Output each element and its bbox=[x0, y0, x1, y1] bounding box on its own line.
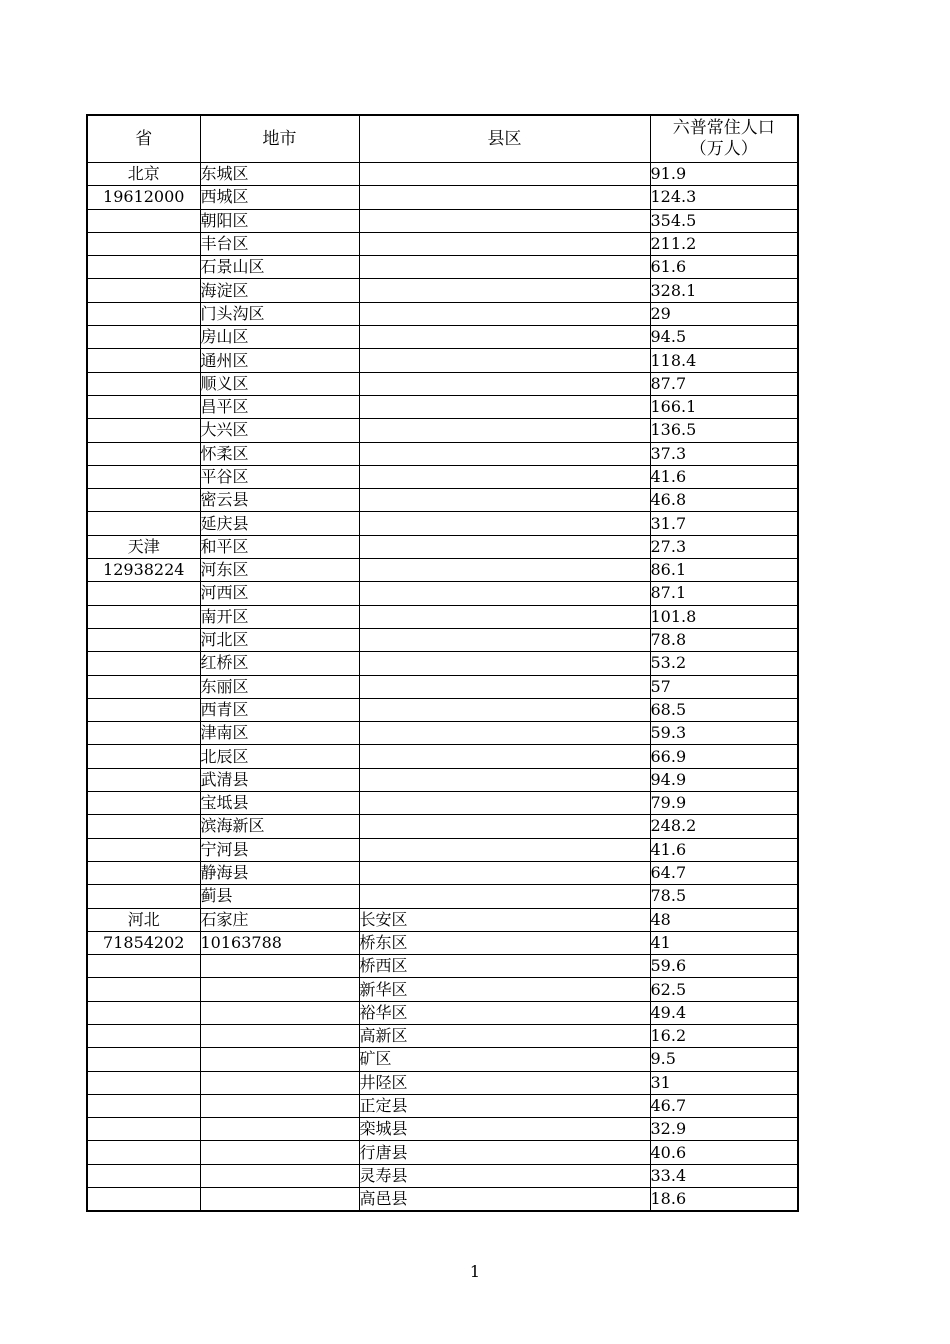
cell-province bbox=[87, 1118, 200, 1141]
cell-population: 354.5 bbox=[650, 209, 798, 232]
cell-county bbox=[359, 559, 650, 582]
cell-city bbox=[200, 1071, 359, 1094]
cell-county: 正定县 bbox=[359, 1094, 650, 1117]
cell-population: 40.6 bbox=[650, 1141, 798, 1164]
cell-city: 和平区 bbox=[200, 535, 359, 558]
cell-population: 211.2 bbox=[650, 232, 798, 255]
cell-city: 红桥区 bbox=[200, 652, 359, 675]
cell-county bbox=[359, 722, 650, 745]
cell-population: 101.8 bbox=[650, 605, 798, 628]
table-row bbox=[87, 628, 798, 651]
cell-city: 通州区 bbox=[200, 349, 359, 372]
cell-population: 87.7 bbox=[650, 372, 798, 395]
table-row bbox=[87, 186, 798, 209]
table-row bbox=[87, 256, 798, 279]
table-row bbox=[87, 745, 798, 768]
cell-county: 井陉区 bbox=[359, 1071, 650, 1094]
cell-province bbox=[87, 605, 200, 628]
cell-province: 19612000 bbox=[87, 186, 200, 209]
cell-city bbox=[200, 978, 359, 1001]
table-row bbox=[87, 978, 798, 1001]
table-row bbox=[87, 232, 798, 255]
cell-province bbox=[87, 861, 200, 884]
cell-population: 48 bbox=[650, 908, 798, 931]
cell-population: 166.1 bbox=[650, 395, 798, 418]
cell-province bbox=[87, 698, 200, 721]
table-row bbox=[87, 931, 798, 954]
table-row bbox=[87, 1071, 798, 1094]
table-row bbox=[87, 1141, 798, 1164]
table-row bbox=[87, 349, 798, 372]
cell-population: 66.9 bbox=[650, 745, 798, 768]
cell-population: 94.5 bbox=[650, 326, 798, 349]
page-number: 1 bbox=[469, 1262, 481, 1281]
cell-city: 东丽区 bbox=[200, 675, 359, 698]
table-row bbox=[87, 698, 798, 721]
cell-county bbox=[359, 512, 650, 535]
cell-province bbox=[87, 1024, 200, 1047]
cell-province: 71854202 bbox=[87, 931, 200, 954]
cell-county: 高邑县 bbox=[359, 1188, 650, 1212]
table-row bbox=[87, 768, 798, 791]
cell-province bbox=[87, 232, 200, 255]
cell-province bbox=[87, 1094, 200, 1117]
cell-city: 河西区 bbox=[200, 582, 359, 605]
cell-province bbox=[87, 349, 200, 372]
cell-population: 9.5 bbox=[650, 1048, 798, 1071]
cell-population: 32.9 bbox=[650, 1118, 798, 1141]
cell-population: 46.8 bbox=[650, 489, 798, 512]
cell-province bbox=[87, 1164, 200, 1187]
cell-city: 东城区 bbox=[200, 163, 359, 186]
cell-city bbox=[200, 1001, 359, 1024]
cell-county bbox=[359, 652, 650, 675]
cell-city: 石景山区 bbox=[200, 256, 359, 279]
cell-province bbox=[87, 628, 200, 651]
cell-population: 46.7 bbox=[650, 1094, 798, 1117]
table-row bbox=[87, 861, 798, 884]
cell-city: 平谷区 bbox=[200, 465, 359, 488]
cell-county bbox=[359, 232, 650, 255]
cell-county: 裕华区 bbox=[359, 1001, 650, 1024]
cell-city: 南开区 bbox=[200, 605, 359, 628]
cell-province: 北京 bbox=[87, 163, 200, 186]
cell-population: 64.7 bbox=[650, 861, 798, 884]
cell-city: 海淀区 bbox=[200, 279, 359, 302]
cell-city: 北辰区 bbox=[200, 745, 359, 768]
cell-city: 朝阳区 bbox=[200, 209, 359, 232]
cell-province bbox=[87, 302, 200, 325]
cell-province bbox=[87, 1001, 200, 1024]
cell-county bbox=[359, 302, 650, 325]
table-row bbox=[87, 1188, 798, 1212]
cell-population: 53.2 bbox=[650, 652, 798, 675]
cell-province bbox=[87, 582, 200, 605]
cell-city: 西青区 bbox=[200, 698, 359, 721]
cell-province: 12938224 bbox=[87, 559, 200, 582]
cell-county bbox=[359, 349, 650, 372]
cell-city bbox=[200, 955, 359, 978]
cell-province bbox=[87, 465, 200, 488]
header-population-line1: 六普常住人口 bbox=[672, 118, 775, 138]
cell-population: 29 bbox=[650, 302, 798, 325]
cell-county bbox=[359, 419, 650, 442]
table-row bbox=[87, 908, 798, 931]
cell-city: 密云县 bbox=[200, 489, 359, 512]
cell-province bbox=[87, 326, 200, 349]
table-row bbox=[87, 442, 798, 465]
cell-county bbox=[359, 209, 650, 232]
cell-population: 59.3 bbox=[650, 722, 798, 745]
table-row bbox=[87, 209, 798, 232]
cell-city: 静海县 bbox=[200, 861, 359, 884]
table-row bbox=[87, 1001, 798, 1024]
cell-city: 宁河县 bbox=[200, 838, 359, 861]
cell-county bbox=[359, 745, 650, 768]
cell-population: 41.6 bbox=[650, 838, 798, 861]
table-row bbox=[87, 326, 798, 349]
cell-city: 昌平区 bbox=[200, 395, 359, 418]
cell-county: 桥东区 bbox=[359, 931, 650, 954]
cell-city: 武清县 bbox=[200, 768, 359, 791]
cell-province: 河北 bbox=[87, 908, 200, 931]
cell-county bbox=[359, 489, 650, 512]
cell-county: 灵寿县 bbox=[359, 1164, 650, 1187]
cell-population: 31.7 bbox=[650, 512, 798, 535]
cell-province bbox=[87, 1048, 200, 1071]
cell-province bbox=[87, 885, 200, 908]
cell-province bbox=[87, 838, 200, 861]
cell-population: 79.9 bbox=[650, 792, 798, 815]
table-row bbox=[87, 465, 798, 488]
population-table bbox=[86, 114, 799, 1212]
cell-province bbox=[87, 256, 200, 279]
cell-city bbox=[200, 1188, 359, 1212]
cell-population: 33.4 bbox=[650, 1164, 798, 1187]
table-row bbox=[87, 1024, 798, 1047]
cell-province bbox=[87, 489, 200, 512]
cell-population: 41.6 bbox=[650, 465, 798, 488]
cell-city bbox=[200, 1048, 359, 1071]
cell-city: 大兴区 bbox=[200, 419, 359, 442]
cell-county bbox=[359, 838, 650, 861]
cell-city bbox=[200, 1141, 359, 1164]
table-row bbox=[87, 302, 798, 325]
cell-city: 宝坻县 bbox=[200, 792, 359, 815]
cell-city bbox=[200, 1118, 359, 1141]
cell-county bbox=[359, 465, 650, 488]
cell-city: 蓟县 bbox=[200, 885, 359, 908]
cell-population: 124.3 bbox=[650, 186, 798, 209]
table-row bbox=[87, 652, 798, 675]
cell-population: 91.9 bbox=[650, 163, 798, 186]
cell-province bbox=[87, 978, 200, 1001]
cell-province bbox=[87, 372, 200, 395]
table-row bbox=[87, 815, 798, 838]
cell-city: 石家庄 bbox=[200, 908, 359, 931]
cell-population: 68.5 bbox=[650, 698, 798, 721]
cell-county: 新华区 bbox=[359, 978, 650, 1001]
cell-county bbox=[359, 628, 650, 651]
header-population bbox=[650, 115, 798, 163]
cell-county: 长安区 bbox=[359, 908, 650, 931]
cell-province bbox=[87, 745, 200, 768]
header-city: 地市 bbox=[200, 115, 359, 163]
cell-city: 河东区 bbox=[200, 559, 359, 582]
header-province: 省 bbox=[87, 115, 200, 163]
cell-city: 津南区 bbox=[200, 722, 359, 745]
cell-province bbox=[87, 512, 200, 535]
cell-population: 328.1 bbox=[650, 279, 798, 302]
table-row bbox=[87, 535, 798, 558]
cell-county bbox=[359, 372, 650, 395]
cell-province bbox=[87, 815, 200, 838]
cell-county bbox=[359, 675, 650, 698]
table-row bbox=[87, 1094, 798, 1117]
cell-population: 41 bbox=[650, 931, 798, 954]
table-row bbox=[87, 605, 798, 628]
cell-county bbox=[359, 605, 650, 628]
cell-population: 37.3 bbox=[650, 442, 798, 465]
cell-province bbox=[87, 675, 200, 698]
cell-county bbox=[359, 279, 650, 302]
table-row bbox=[87, 395, 798, 418]
table-body bbox=[87, 163, 798, 1212]
cell-population: 78.5 bbox=[650, 885, 798, 908]
cell-city: 丰台区 bbox=[200, 232, 359, 255]
cell-city: 房山区 bbox=[200, 326, 359, 349]
cell-population: 248.2 bbox=[650, 815, 798, 838]
cell-population: 18.6 bbox=[650, 1188, 798, 1212]
cell-province: 天津 bbox=[87, 535, 200, 558]
table-row bbox=[87, 838, 798, 861]
cell-county bbox=[359, 395, 650, 418]
cell-population: 86.1 bbox=[650, 559, 798, 582]
cell-county bbox=[359, 163, 650, 186]
cell-county bbox=[359, 582, 650, 605]
cell-county: 栾城县 bbox=[359, 1118, 650, 1141]
cell-province bbox=[87, 209, 200, 232]
header-row bbox=[87, 115, 798, 163]
table-row bbox=[87, 675, 798, 698]
cell-population: 61.6 bbox=[650, 256, 798, 279]
cell-population: 94.9 bbox=[650, 768, 798, 791]
table-row bbox=[87, 1048, 798, 1071]
cell-county: 高新区 bbox=[359, 1024, 650, 1047]
cell-county bbox=[359, 698, 650, 721]
table-row bbox=[87, 512, 798, 535]
cell-county bbox=[359, 885, 650, 908]
cell-county bbox=[359, 815, 650, 838]
cell-city: 延庆县 bbox=[200, 512, 359, 535]
table-row bbox=[87, 279, 798, 302]
cell-county bbox=[359, 535, 650, 558]
cell-population: 78.8 bbox=[650, 628, 798, 651]
cell-province bbox=[87, 722, 200, 745]
cell-population: 16.2 bbox=[650, 1024, 798, 1047]
table-row bbox=[87, 722, 798, 745]
cell-population: 57 bbox=[650, 675, 798, 698]
cell-population: 49.4 bbox=[650, 1001, 798, 1024]
table-row bbox=[87, 489, 798, 512]
header-population-line2: （万人） bbox=[689, 139, 758, 159]
cell-province bbox=[87, 955, 200, 978]
cell-province bbox=[87, 1188, 200, 1212]
cell-city: 10163788 bbox=[200, 931, 359, 954]
table-row bbox=[87, 582, 798, 605]
cell-county: 矿区 bbox=[359, 1048, 650, 1071]
cell-county bbox=[359, 792, 650, 815]
cell-population: 59.6 bbox=[650, 955, 798, 978]
cell-county bbox=[359, 442, 650, 465]
cell-province bbox=[87, 279, 200, 302]
table-row bbox=[87, 163, 798, 186]
header-county: 县区 bbox=[359, 115, 650, 163]
cell-population: 62.5 bbox=[650, 978, 798, 1001]
cell-county: 桥西区 bbox=[359, 955, 650, 978]
cell-county bbox=[359, 326, 650, 349]
cell-city: 河北区 bbox=[200, 628, 359, 651]
cell-city: 门头沟区 bbox=[200, 302, 359, 325]
cell-population: 136.5 bbox=[650, 419, 798, 442]
table-row bbox=[87, 372, 798, 395]
table-row bbox=[87, 419, 798, 442]
table-row bbox=[87, 885, 798, 908]
cell-population: 87.1 bbox=[650, 582, 798, 605]
cell-population: 118.4 bbox=[650, 349, 798, 372]
table-row bbox=[87, 1118, 798, 1141]
cell-city bbox=[200, 1024, 359, 1047]
cell-county bbox=[359, 861, 650, 884]
cell-province bbox=[87, 419, 200, 442]
cell-county bbox=[359, 768, 650, 791]
table-row bbox=[87, 559, 798, 582]
cell-city: 滨海新区 bbox=[200, 815, 359, 838]
cell-province bbox=[87, 1141, 200, 1164]
cell-county: 行唐县 bbox=[359, 1141, 650, 1164]
cell-city: 西城区 bbox=[200, 186, 359, 209]
cell-province bbox=[87, 395, 200, 418]
table-row bbox=[87, 792, 798, 815]
cell-province bbox=[87, 768, 200, 791]
table-row bbox=[87, 1164, 798, 1187]
cell-province bbox=[87, 442, 200, 465]
cell-county bbox=[359, 186, 650, 209]
cell-county bbox=[359, 256, 650, 279]
table-row bbox=[87, 955, 798, 978]
cell-city: 顺义区 bbox=[200, 372, 359, 395]
cell-population: 27.3 bbox=[650, 535, 798, 558]
cell-province bbox=[87, 792, 200, 815]
cell-city bbox=[200, 1094, 359, 1117]
cell-province bbox=[87, 652, 200, 675]
cell-population: 31 bbox=[650, 1071, 798, 1094]
cell-city: 怀柔区 bbox=[200, 442, 359, 465]
cell-city bbox=[200, 1164, 359, 1187]
cell-province bbox=[87, 1071, 200, 1094]
